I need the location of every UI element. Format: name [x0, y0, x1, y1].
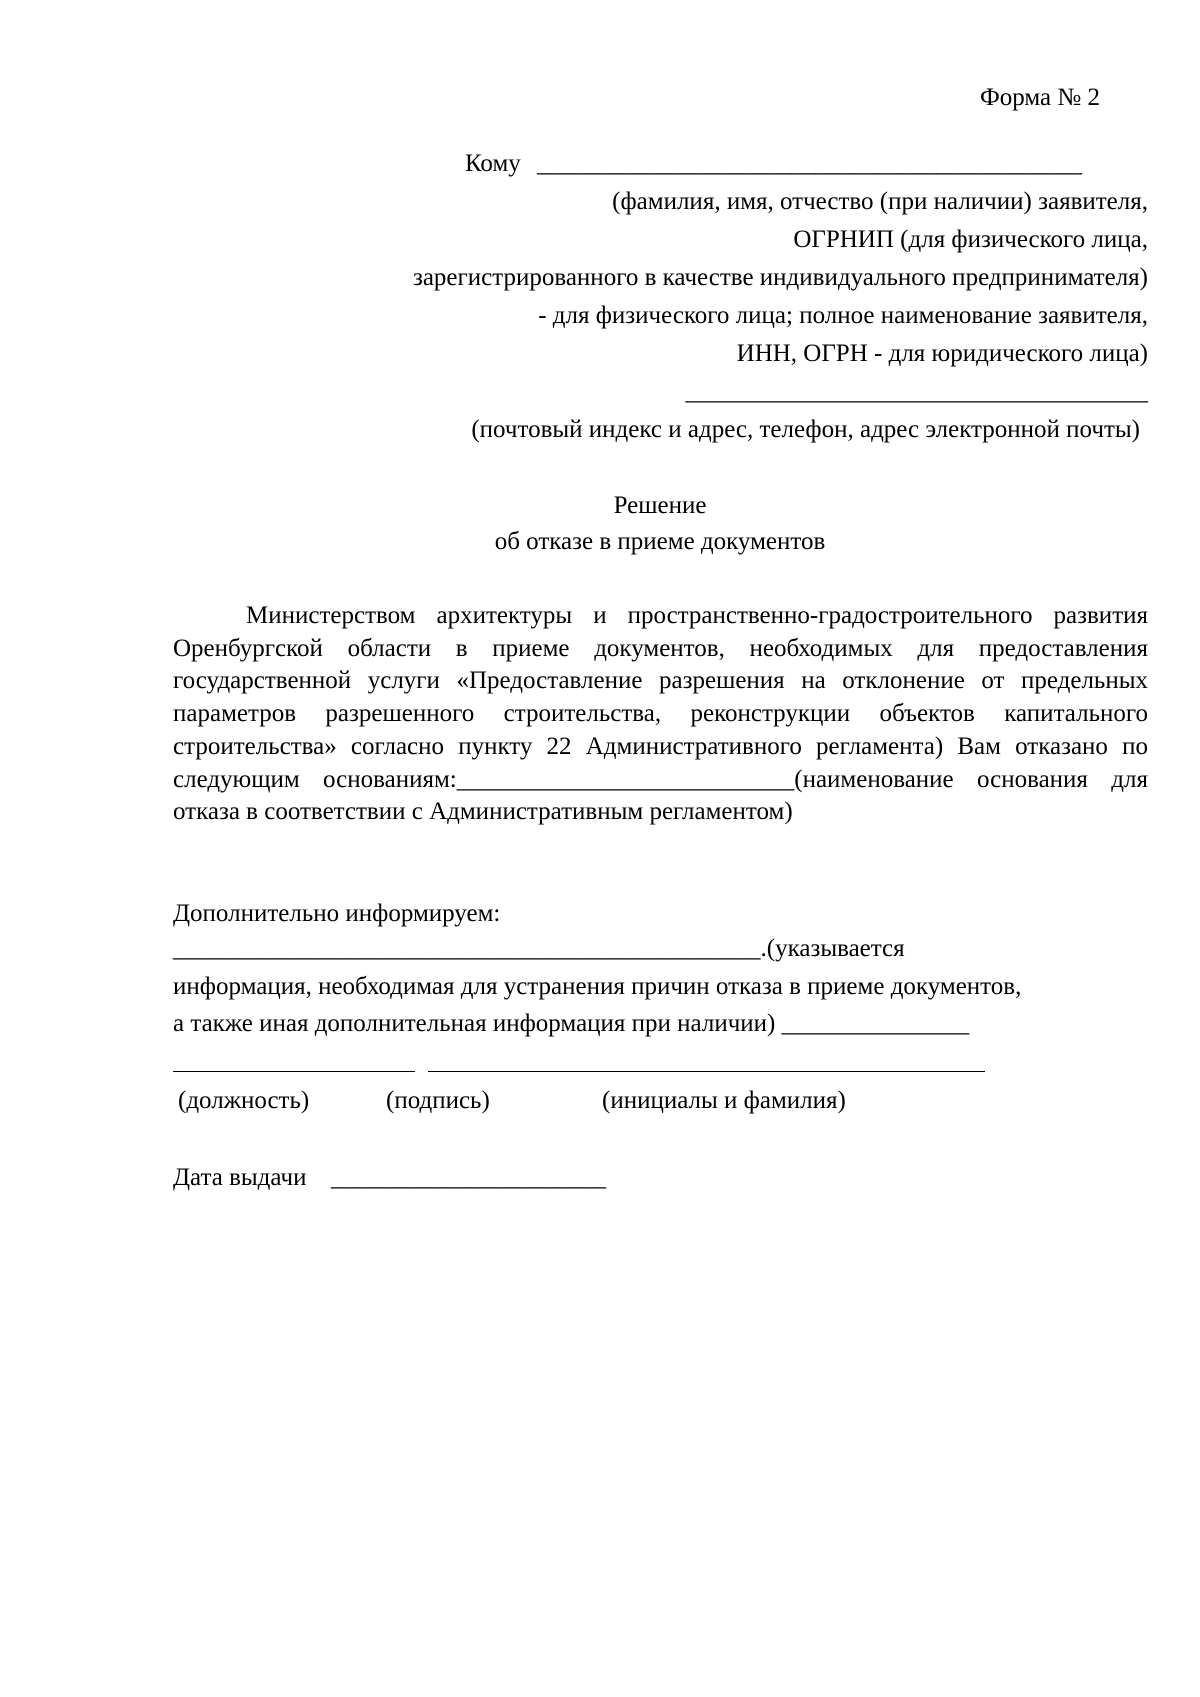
address-caption: (почтовый индекс и адрес, телефон, адрес электронной почты)	[471, 416, 1140, 443]
additional-info-line-1: информация, необходимая для устранения причин отказа в приеме документов,	[173, 973, 1022, 1000]
signature-caption: (подпись)	[386, 1087, 490, 1114]
decision-subtitle: об отказе в приеме документов	[494, 528, 826, 555]
form-number: Форма № 2	[980, 84, 1100, 111]
addressee-to-label: Кому	[465, 150, 521, 177]
addressee-line-2: ОГРНИП (для физического лица,	[793, 226, 1148, 253]
decision-title: Решение	[613, 492, 707, 519]
additional-info-line-2: а также иная дополнительная информация при наличии) _______________	[173, 1010, 970, 1037]
name-signature-rule	[428, 1071, 985, 1072]
addressee-line-1: (фамилия, имя, отчество (при наличии) заявителя,	[612, 188, 1148, 215]
addressee-line-4: - для физического лица; полное наименование заявителя,	[538, 302, 1148, 329]
decision-body	[173, 600, 1148, 829]
issue-date-blank: ______________________	[331, 1164, 606, 1191]
address-blank: _____________________________________	[685, 378, 1148, 405]
decision-paragraph: Министерством архитектуры и пространственно-градостроительного развития Оренбургской области в приеме документов, необходимых для предоставления государственной услуги «Предоставление разрешения на отклонение от предельных параметров разрешенного строительства, реконструкции объектов капитального строительства» согласно пункту 22 Административного регламента) Вам отказано по следующим основаниям:___________________________(наименование основания для отказа в соответствии с Административным регламентом)	[173, 602, 1148, 826]
additional-blank-line: _______________________________________________.(указывается	[173, 935, 905, 962]
additional-label: Дополнительно информируем:	[173, 900, 501, 927]
position-signature-rule	[173, 1071, 415, 1072]
addressee-line-5: ИНН, ОГРН - для юридического лица)	[736, 340, 1148, 367]
addressee-to-blank: _____________________________________________	[537, 150, 1082, 177]
name-caption: (инициалы и фамилия)	[602, 1087, 846, 1114]
position-caption: (должность)	[178, 1087, 310, 1114]
issue-date-label: Дата выдачи	[173, 1164, 307, 1191]
addressee-line-3: зарегистрированного в качестве индивидуального предпринимателя)	[412, 264, 1148, 291]
